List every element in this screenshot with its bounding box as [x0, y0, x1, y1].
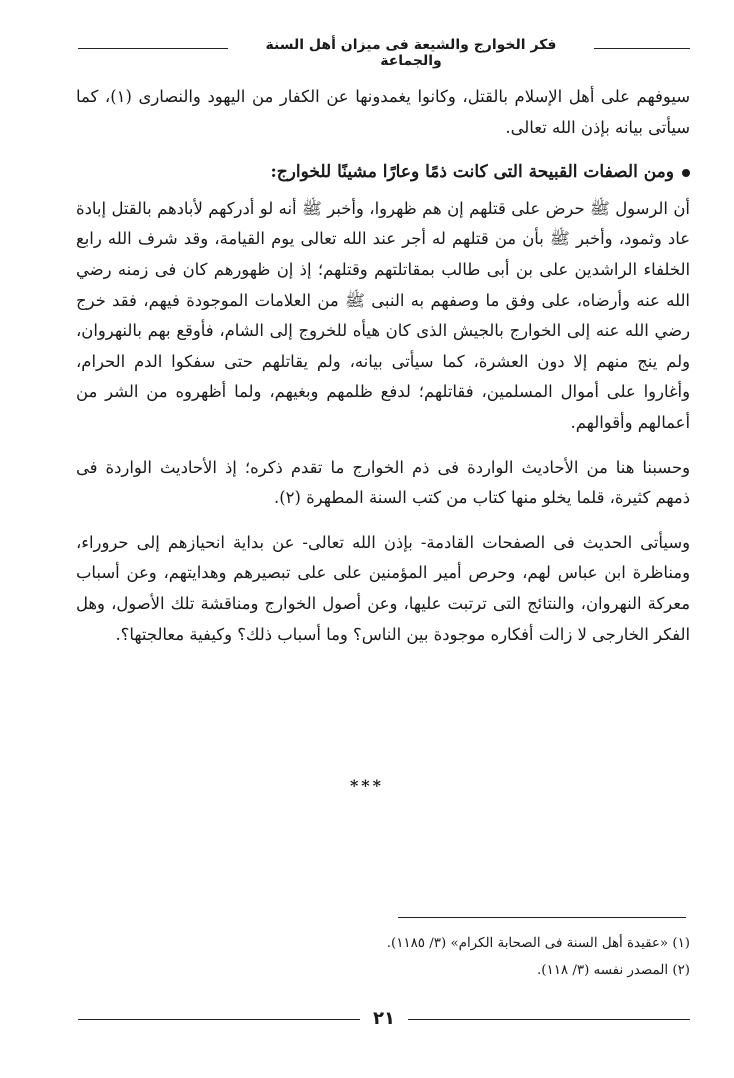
header-rule-left [78, 48, 228, 49]
paragraph-2: أن الرسول ﷺ حرض على قتلهم إن هم ظهروا، وأخبر ﷺ أنه لو أدركهم لأبادهم بالقتل إبادة عاد وثمود، وأخبر ﷺ بأن من قتلهم له أجر عند الله تعالى يوم القيامة، وقد شرف الله رابع الخلفاء الراشدين على بن أبى طالب بمقاتلتهم وقتلهم؛ إذ إن ظهورهم كان فى زمنه رضي الله عنه وأرضاه، على وفق ما وصفهم به النبى ﷺ من العلامات الموجودة فيهم، فقد خرج رضي الله عنه إلى الخوارج بالجيش الذى كان هيأه للخروج إلى الشام، فأوقع بهم بالنهروان، ولم ينج منهم إلا دون العشرة، كما سيأتى بيانه، ولم يقاتلهم حتى سفكوا الدم الحرام، وأغاروا على أموال المسلمين، فقاتلهم؛ لدفع ظلمهم وبغيهم، ولما أظهروه من الشر من أعمالهم وأقوالهم. [76, 198, 690, 432]
paragraph-4: وسيأتى الحديث فى الصفحات القادمة- بإذن الله تعالى- عن بداية انحيازهم إلى حروراء، ومناظرة ابن عباس لهم، وحرص أمير المؤمنين على على تبصيرهم وهدايتهم، وعن أسباب معركة النهروان، والنتائج التى ترتبت عليها، وعن أصول الخوارج ومناقشة تلك الأصول، وهل الفكر الخارجى لا زالت أفكاره موجودة بين الناس؟ وما أسباب ذلك؟ وكيفية معالجتها؟. [76, 532, 690, 644]
footnote-1: (١) «عقيدة أهل السنة فى الصحابة الكرام» (٣/ ١١٨٥). [386, 936, 690, 951]
running-header [78, 36, 690, 69]
bullet-heading: ومن الصفات القبيحة التى كانت ذمًا وعارًا مشينًا للخوارج: [270, 162, 674, 183]
main-text [76, 82, 690, 650]
header-rule-right [594, 48, 690, 49]
page-footer [78, 1008, 690, 1034]
page-number: ٢١ [373, 1008, 395, 1029]
footer-rule-right [408, 1019, 690, 1020]
footnote-rule [398, 917, 686, 918]
running-title: فكر الخوارج والشيعة فى ميزان أهل السنة والجماعة [265, 37, 557, 69]
footnotes [76, 930, 690, 984]
footnote-2: (٢) المصدر نفسه (٣/ ١١٨). [537, 963, 690, 978]
bullet-heading-line [76, 157, 690, 188]
footer-rule-left [78, 1019, 360, 1020]
bullet-icon [682, 169, 690, 177]
paragraph-1: سيوفهم على أهل الإسلام بالقتل، وكانوا يغمدونها عن الكفار من اليهود والنصارى (١)، كما سيأتى بيانه بإذن الله تعالى. [76, 87, 690, 137]
section-separator: *** [349, 776, 385, 795]
paragraph-3: وحسبنا هنا من الأحاديث الواردة فى ذم الخوارج ما تقدم ذكره؛ إذ الأحاديث الواردة فى ذمهم كثيرة، قلما يخلو منها كتاب من كتب السنة المطهرة (٢). [76, 457, 690, 508]
